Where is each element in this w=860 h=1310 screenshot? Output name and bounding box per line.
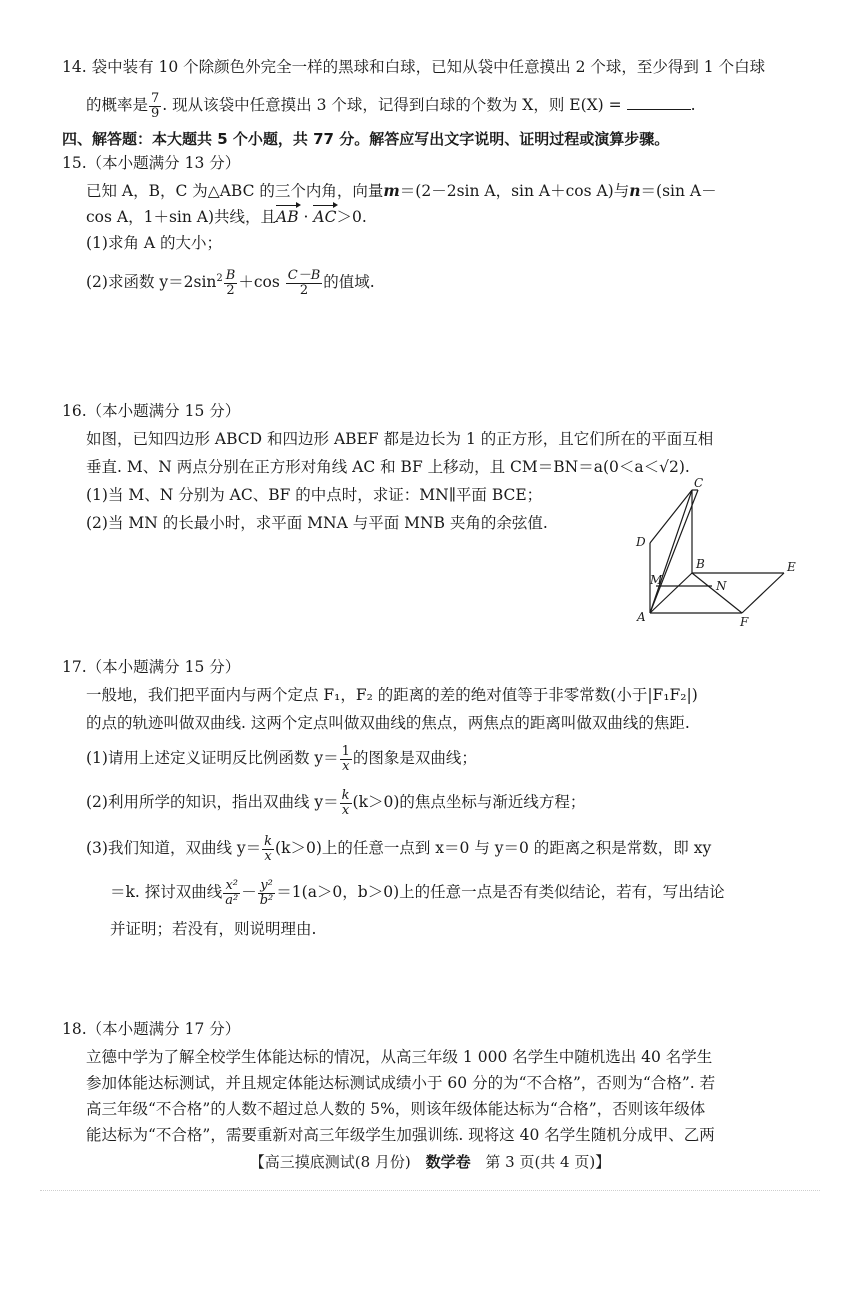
label-n: N bbox=[716, 579, 727, 593]
footer-page-number: 第 3 页(共 4 页)】 bbox=[485, 1153, 611, 1171]
label-b: B bbox=[696, 557, 705, 571]
label-f: F bbox=[740, 615, 749, 628]
q17-line-1: 一般地，我们把平面内与两个定点 F₁，F₂ 的距离的差的绝对值等于非零常数(小于|F₁F₂|) bbox=[86, 686, 698, 704]
q17-line-2: 的点的轨迹叫做双曲线. 这两个定点叫做双曲线的焦点，两焦点的距离叫做双曲线的焦距. bbox=[86, 714, 690, 732]
q14-line-2: 的概率是 $\frac{7}{9}$ . 现从该袋中任意摸出 3 个球，记得到白球的个数为 X，则 E(X) = . bbox=[86, 90, 696, 121]
edge-c-a bbox=[650, 490, 698, 613]
geometry-figure bbox=[632, 478, 802, 628]
q14-line-1: 14. 袋中装有 10 个除颜色外完全一样的黑球和白球，已知从袋中任意摸出 2 个球，至少得到 1 个白球 bbox=[62, 58, 766, 76]
q15-line-1: 已知 A，B，C 为△ABC 的三个内角，向量m＝(2－2sin A，sin A＋cos A)与n＝(sin A－ bbox=[86, 181, 717, 200]
page-footer bbox=[0, 1151, 860, 1172]
q17-heading: 17.（本小题满分 15 分） bbox=[62, 658, 241, 676]
label-e: E bbox=[787, 560, 796, 574]
q16-part-2: (2)当 MN 的长最小时，求平面 MNA 与平面 MNB 夹角的余弦值. bbox=[86, 514, 548, 532]
q18-heading: 18.（本小题满分 17 分） bbox=[62, 1020, 241, 1038]
q16-heading: 16.（本小题满分 15 分） bbox=[62, 402, 241, 420]
q15-heading: 15.（本小题满分 13 分） bbox=[62, 154, 241, 172]
q18-line-1: 立德中学为了解全校学生体能达标的情况，从高三年级 1 000 名学生中随机选出 40 名学生 bbox=[86, 1048, 713, 1066]
footer-subject: 数学卷 bbox=[425, 1153, 471, 1171]
q18-line-2: 参加体能达标测试，并且规定体能达标测试成绩小于 60 分的为“不合格”，否则为“合格”. 若 bbox=[86, 1074, 716, 1092]
vector-ab: AB bbox=[276, 208, 299, 226]
q15-part-2: (2)求函数 $y=2\sin^2$ $\frac{B}{2}$ ＋cos $\frac{C-B}{2}$ 的值域. bbox=[86, 267, 375, 298]
q15-line-2: cos A，1＋sin A)共线，且AB · AC＞0. bbox=[86, 208, 367, 226]
q14-fraction: $\frac{7}{9}$ bbox=[151, 90, 160, 121]
q17-part-3-line-3: 并证明；若没有，则说明理由. bbox=[110, 920, 317, 938]
vector-ac: AC bbox=[313, 208, 337, 226]
q16-part-1: (1)当 M、N 分别为 AC、BF 的中点时，求证：MN∥平面 BCE； bbox=[86, 486, 543, 504]
footer-left: 【高三摸底测试(8 月份) bbox=[249, 1153, 411, 1171]
label-a: A bbox=[637, 610, 646, 624]
q16-line-1: 如图，已知四边形 ABCD 和四边形 ABEF 都是边长为 1 的正方形，且它们所在的平面互相 bbox=[86, 430, 714, 448]
q16-line-2: 垂直. M、N 两点分别在正方形对角线 AC 和 BF 上移动，且 CM＝BN＝a(0＜a＜√2). bbox=[86, 458, 690, 476]
section-heading: 四、解答题：本大题共 5 个小题，共 77 分。解答应写出文字说明、证明过程或演算步骤。 bbox=[62, 130, 670, 148]
label-d: D bbox=[636, 535, 646, 549]
q17-part-3-line-2: ＝k. 探讨双曲线 $\frac{\text{x²}}{\text{a²}}$ － $\frac{\text{y²}}{\text{b²}}$ ＝1(a＞0，b＞0)上的任意一点是否有类似结论，若有，写出结论 bbox=[110, 877, 725, 908]
label-c: C bbox=[694, 478, 704, 490]
q15-part-1: (1)求角 A 的大小； bbox=[86, 234, 223, 252]
edge-ef bbox=[742, 573, 784, 613]
q17-part-1: (1)请用上述定义证明反比例函数 y＝ $\frac{1}{x}$ 的图象是双曲线； bbox=[86, 743, 477, 774]
edge-dc bbox=[650, 490, 692, 543]
label-m: M bbox=[650, 573, 663, 587]
answer-blank bbox=[627, 93, 691, 110]
q18-line-3: 高三年级“不合格”的人数不超过总人数的 5%，则该年级体能达标为“合格”，否则该年级体 bbox=[86, 1100, 706, 1118]
diagonal-ac bbox=[650, 490, 692, 613]
q18-line-4: 能达标为“不合格”，需要重新对高三年级学生加强训练. 现将这 40 名学生随机分成甲、乙两 bbox=[86, 1126, 715, 1144]
footer-divider bbox=[40, 1190, 820, 1191]
q17-part-2: (2)利用所学的知识，指出双曲线 y＝ $\frac{k}{x}$ (k＞0)的焦点坐标与渐近线方程； bbox=[86, 787, 586, 818]
q17-part-3-line-1: (3)我们知道，双曲线 y＝ $\frac{k}{x}$ (k＞0)上的任意一点到 x＝0 与 y＝0 的距离之积是常数，即 xy bbox=[86, 833, 712, 864]
